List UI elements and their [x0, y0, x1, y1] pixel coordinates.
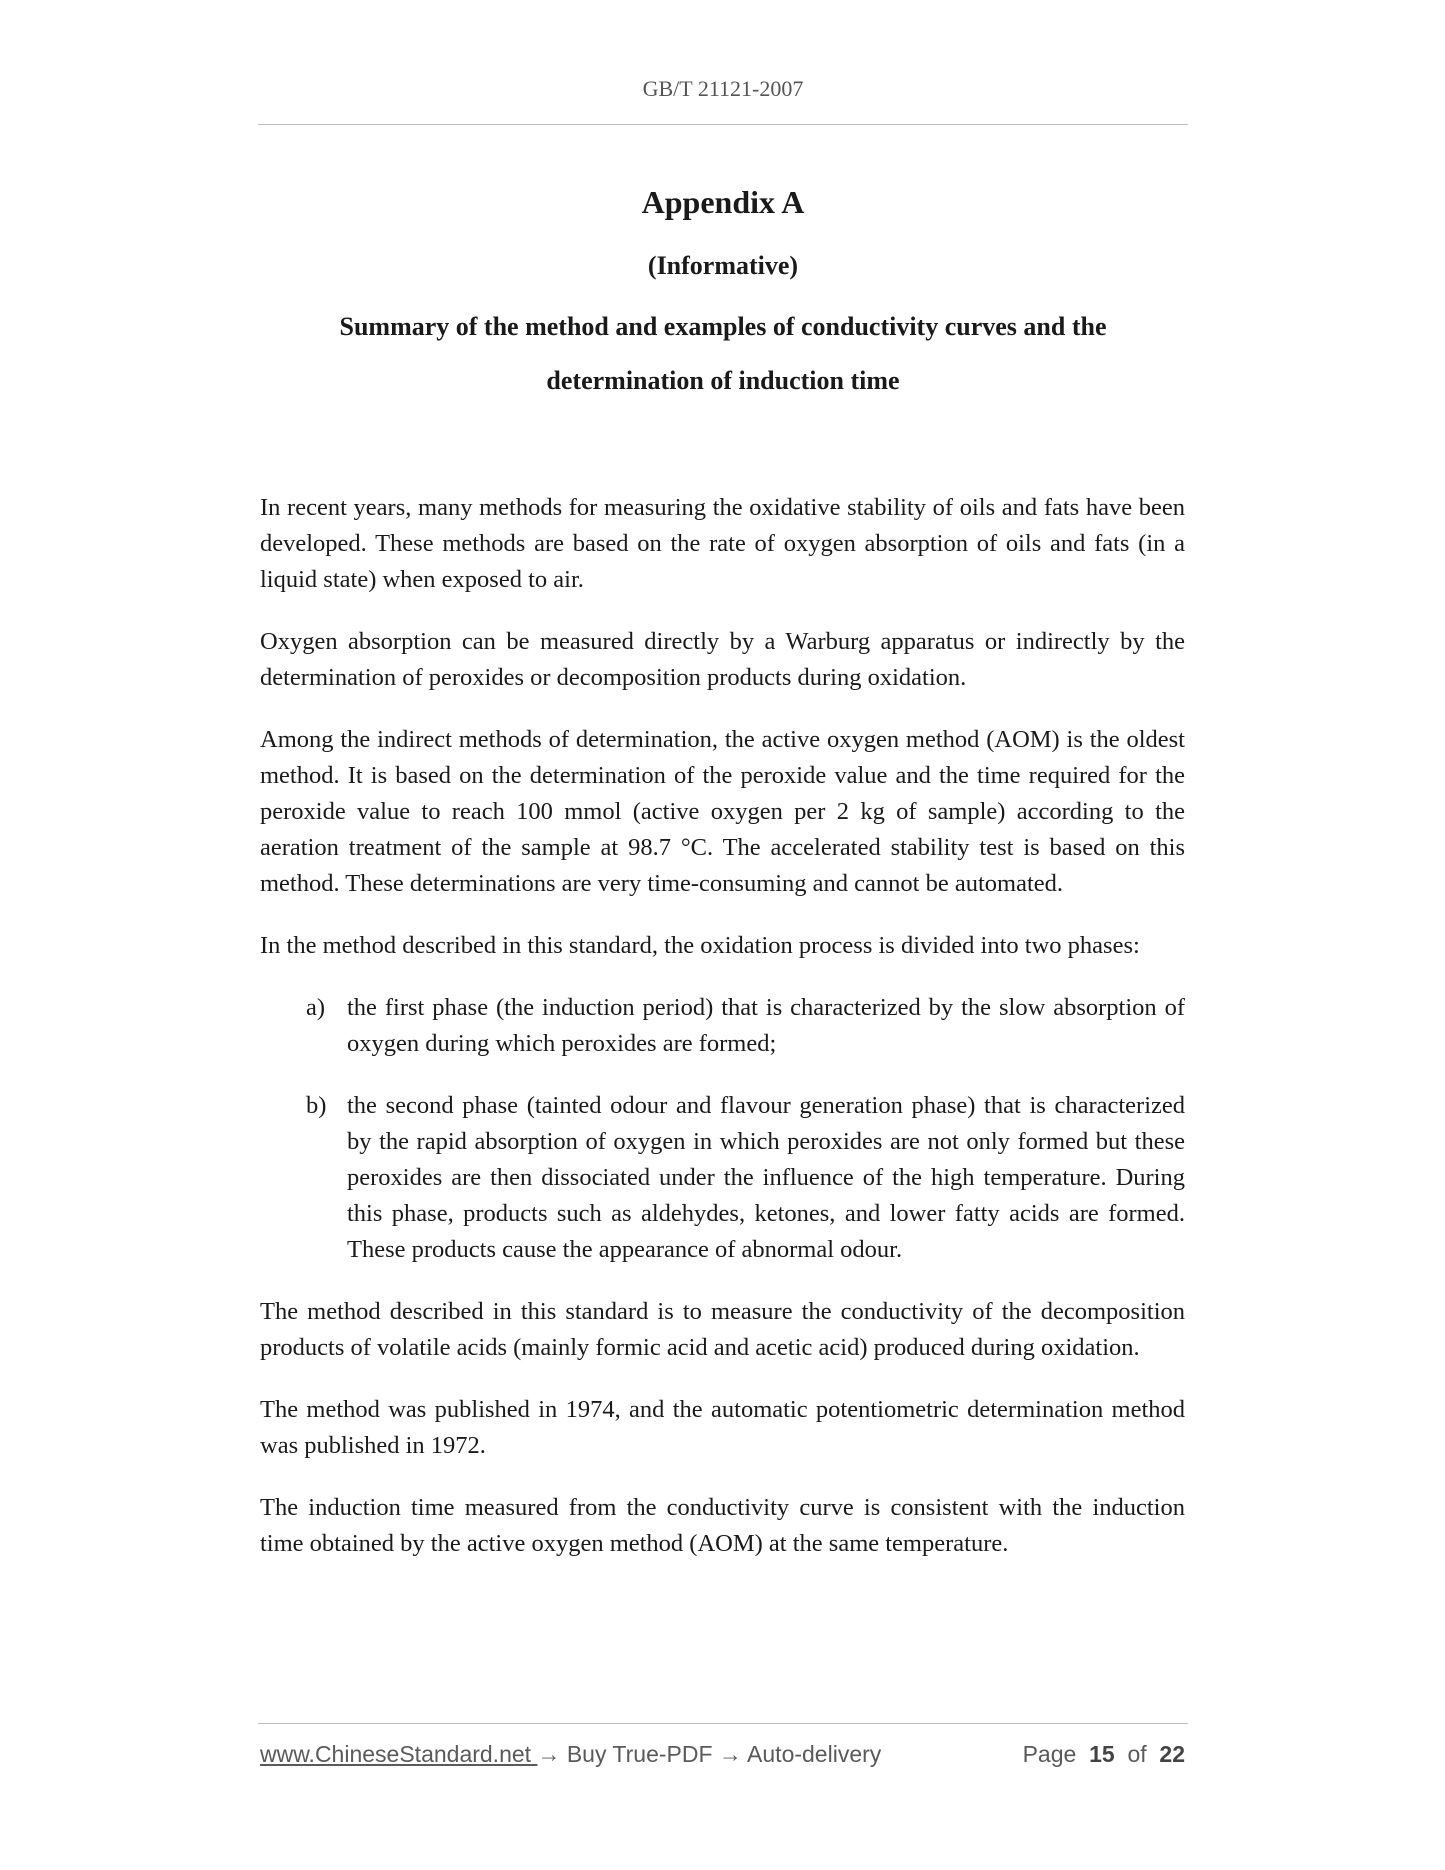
paragraph-1: In recent years, many methods for measuring the oxidative stability of oils and fats have been developed. These methods are based on the rate of oxygen absorption of oils and fats (in a liquid state) when exposed to air.: [260, 494, 1185, 593]
list-item-text: the second phase (tainted odour and flavour generation phase) that is characterized by the rapid absorption of oxygen in which peroxides are not only formed but these peroxides are then dissociated under the influence of the high temperature. During this phase, products such as aldehydes, ketones, and lower fatty acids are formed. These products cause the appearance of abnormal odour.: [347, 1092, 1185, 1263]
footer-divider: [258, 1723, 1188, 1724]
phase-list: [260, 990, 1185, 1268]
header-divider: [258, 124, 1188, 125]
buy-pdf-text: Buy True-PDF: [560, 1741, 719, 1767]
list-marker: b): [306, 1092, 327, 1119]
current-page-number: 15: [1089, 1741, 1115, 1767]
paragraph-7: The induction time measured from the conductivity curve is consistent with the induction time obtained by the active oxygen method (AOM) at the same temperature.: [260, 1494, 1185, 1557]
page-number: [1023, 1741, 1185, 1768]
footer-promo: [260, 1741, 881, 1768]
list-marker: a): [306, 994, 326, 1021]
paragraph-2: Oxygen absorption can be measured directly by a Warburg apparatus or indirectly by the determination of peroxides or decomposition products during oxidation.: [260, 628, 1185, 691]
list-item: [260, 990, 1185, 1062]
appendix-heading-line-2: determination of induction time: [546, 366, 900, 395]
of-label: of: [1127, 1741, 1147, 1767]
page-label: Page: [1022, 1741, 1077, 1767]
website-link[interactable]: www.ChineseStandard.net: [260, 1741, 538, 1767]
arrow-right-icon: →: [718, 1741, 742, 1767]
arrow-right-icon: →: [537, 1741, 561, 1767]
list-item-text: the first phase (the induction period) that is characterized by the slow absorption of oxygen during which peroxides are formed;: [347, 994, 1185, 1057]
appendix-title-block: [258, 180, 1188, 408]
standard-code-header: GB/T 21121-2007: [642, 76, 804, 101]
auto-delivery-text: Auto-delivery: [741, 1741, 882, 1767]
total-pages-number: 22: [1159, 1741, 1185, 1767]
appendix-title: Appendix A: [641, 184, 805, 220]
paragraph-5: The method described in this standard is to measure the conductivity of the decomposition products of volatile acids (mainly formic acid and acetic acid) produced during oxidation.: [260, 1298, 1185, 1361]
paragraph-4: In the method described in this standard, the oxidation process is divided into two phases:: [260, 932, 1140, 959]
body-text: [260, 490, 1185, 1588]
list-item: [260, 1088, 1185, 1268]
paragraph-3: Among the indirect methods of determination, the active oxygen method (AOM) is the oldest method. It is based on the determination of the peroxide value and the time required for the peroxide value to reach 100 mmol (active oxygen per 2 kg of sample) according to the aeration treatment of the sample at 98.7 °C. The accelerated stability test is based on this method. These determinations are very time-consuming and cannot be automated.: [260, 726, 1185, 897]
page-footer: [260, 1741, 1185, 1768]
paragraph-6: The method was published in 1974, and the automatic potentiometric determination method was published in 1972.: [260, 1396, 1185, 1459]
appendix-heading-line-1: Summary of the method and examples of conductivity curves and the: [339, 312, 1107, 341]
appendix-subtitle: (Informative): [647, 251, 799, 280]
